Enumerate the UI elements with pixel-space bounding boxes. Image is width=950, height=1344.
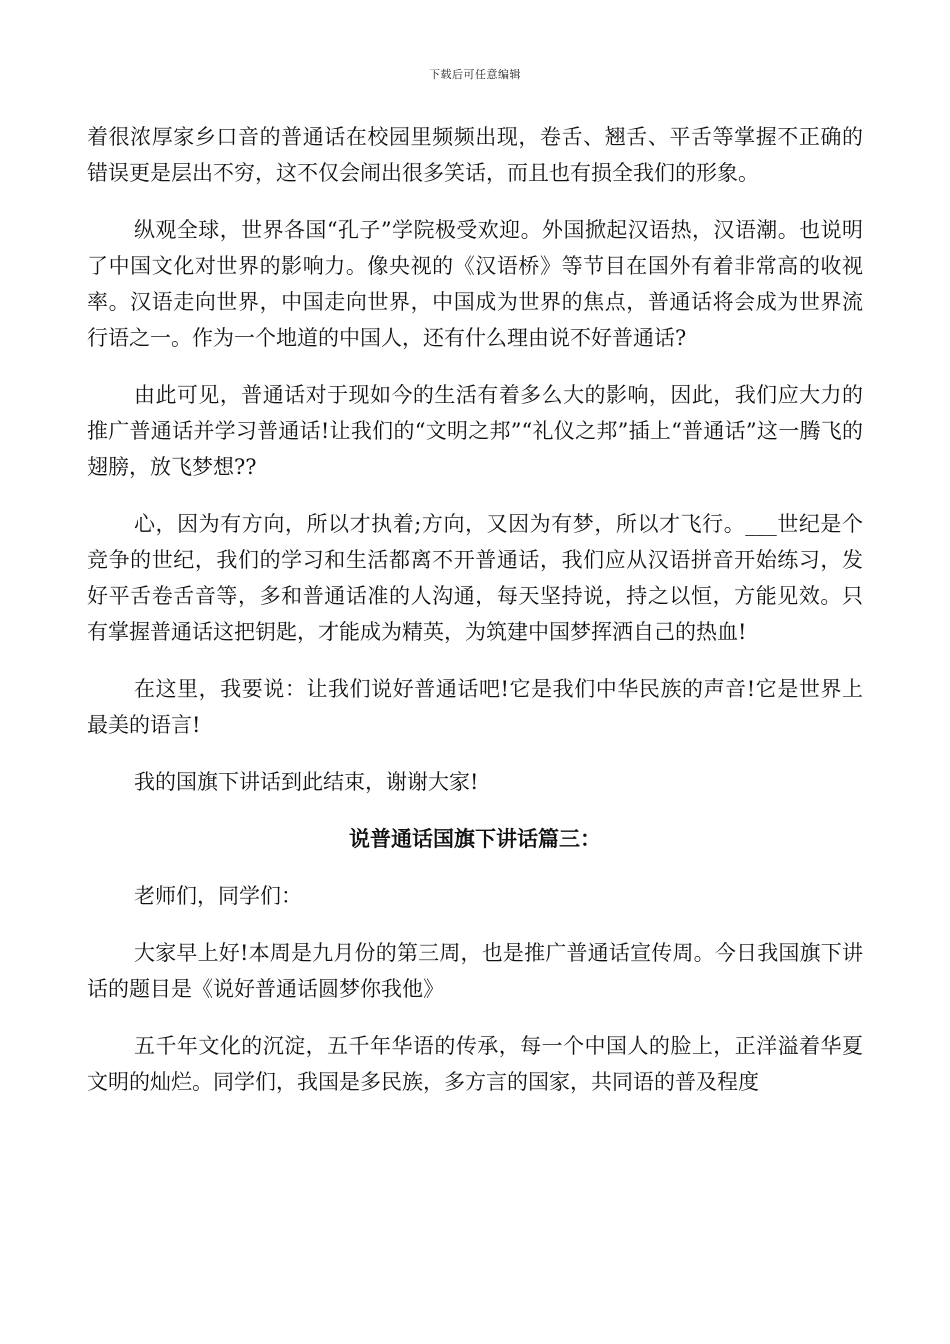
paragraph: 我的国旗下讲话到此结束，谢谢大家!: [134, 770, 479, 794]
section-heading: 说普通话国旗下讲话篇三：: [349, 826, 601, 851]
paragraph: 纵观全球，世界各国“孔子”学院极受欢迎。外国掀起汉语热，汉语潮。也说明了中国文化对世界的影响力。像央视的《汉语桥》等节目在国外有着非常高的收视率。汉语走向世界，中国走向世界，中国成为世界的焦点，普通话将会成为世界流行语之一。作为一个地道的中国人，还有什么理由说不好普通话?: [87, 218, 863, 350]
paragraph-continuation: 着很浓厚家乡口音的普通话在校园里频频出现，卷舌、翘舌、平舌等掌握不正确的错误更是层出不穷，这不仅会闹出很多笑话，而且也有损全我们的形象。: [87, 125, 863, 185]
paragraph: 在这里，我要说：让我们说好普通话吧!它是我们中华民族的声音!它是世界上最美的语言!: [87, 677, 863, 737]
paragraph: 由此可见，普通话对于现如今的生活有着多么大的影响，因此，我们应大力的推广普通话并学习普通话!让我们的“文明之邦”“礼仪之邦”插上“普通话”这一腾飞的翅膀，放飞梦想??: [87, 383, 863, 479]
paragraph: 大家早上好!本周是九月份的第三周，也是推广普通话宣传周。今日我国旗下讲话的题目是《说好普通话圆梦你我他》: [87, 941, 863, 1001]
page-header: 下载后可任意编辑: [429, 68, 521, 81]
paragraph: 心，因为有方向，所以才执着;方向，又因为有梦，所以才飞行。___世纪是个竞争的世纪，我们的学习和生活都离不开普通话，我们应从汉语拼音开始练习，发好平舌卷舌音等，多和普通话准的人沟通，每天坚持说，持之以恒，方能见效。只有掌握普通话这把钥匙，才能成为精英，为筑建中国梦挥洒自己的热血!: [87, 512, 863, 644]
document-body: [87, 119, 863, 1121]
salutation: 老师们，同学们：: [134, 884, 302, 908]
paragraph: 五千年文化的沉淀，五千年华语的传承，每一个中国人的脸上，正洋溢着华夏文明的灿烂。同学们，我国是多民族，多方言的国家，共同语的普及程度: [87, 1034, 863, 1094]
